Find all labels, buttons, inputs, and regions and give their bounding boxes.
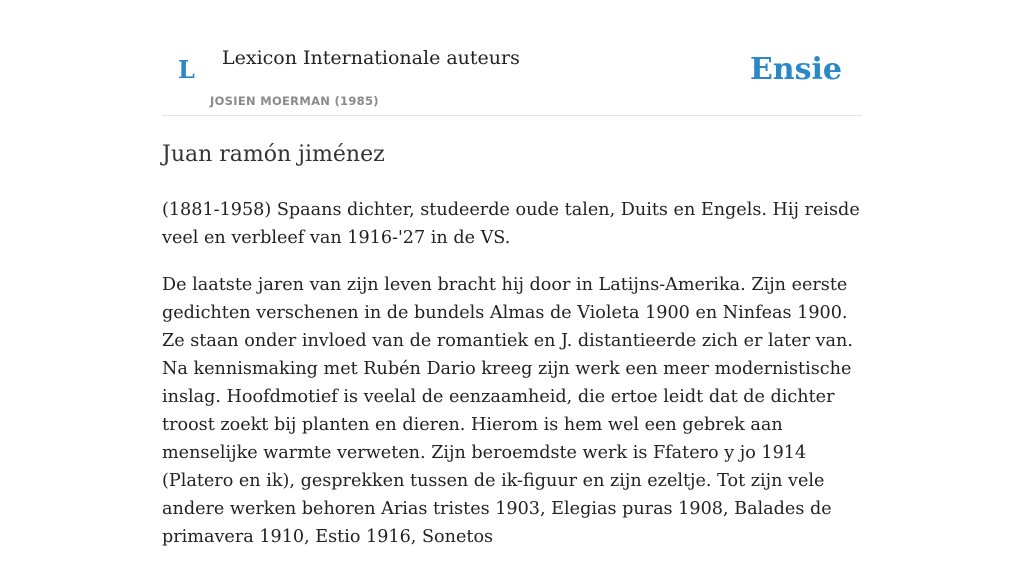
lexicon-author: JOSIEN MOERMAN (1985) [210,94,379,108]
ensie-brand-logo[interactable]: Ensie [749,52,842,87]
article-title: Juan ramón jiménez [162,142,385,167]
lexicon-header [162,0,862,116]
lexicon-title[interactable]: Lexicon Internationale auteurs [222,47,520,69]
article-paragraph: De laatste jaren van zijn leven bracht hij door in Latijns-Amerika. Zijn eerste gedichten verschenen in de bundels Almas de Violeta 1900 en Ninfeas 1900. Ze staan onder invloed van de romantiek en J. distantieerde zich er later van. Na kennismaking met Rubén Dario kreeg zijn werk een meer modernistische inslag. Hoofdmotief is veelal de eenzaamheid, die ertoe leidt dat de dichter troost zoekt bij planten en dieren. Hierom is hem wel een gebrek aan menselijke warmte verweten. Zijn beroemdste werk is Ffatero y jo 1914 (Platero en ik), gesprekken tussen de ik-figuur en zijn ezeltje. Tot zijn vele andere werken behoren Arias tristes 1903, Elegias puras 1908, Balades de primavera 1910, Estio 1916, Sonetos [162,275,853,547]
article-paragraph: (1881-1958) Spaans dichter, studeerde oude talen, Duits en Engels. Hij reisde veel en verbleef van 1916-'27 in de VS. [162,200,860,248]
lexicon-logo[interactable]: L [178,55,195,84]
article [162,136,862,570]
